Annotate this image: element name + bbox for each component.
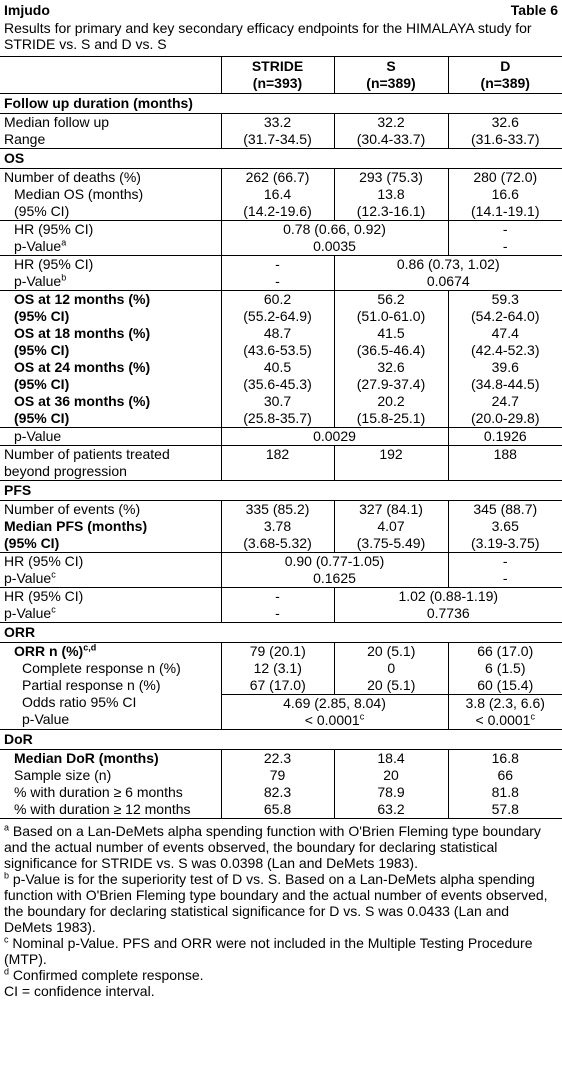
table-row: Median follow up Range 33.2 (31.7-34.5) 32.2 (30.4-33.7) 32.6 (31.6-33.7) [0, 114, 562, 149]
header-blank [0, 57, 221, 94]
section-orr: ORR [0, 623, 562, 643]
footnote-ci: CI = confidence interval. [4, 983, 155, 999]
footnote-d: $^d$ Confirmed complete response. [4, 966, 204, 983]
efficacy-table [0, 56, 562, 819]
table-row: Number of patients treated beyond progression 182 192 188 [0, 446, 562, 481]
table-row: OS at 12 months (%) (95% CI) OS at 18 months (%) (95% CI) OS at 24 months (%) (95% CI) OS at 36 months (%) (95% CI) 60.2 (55.2-64.9) 48.7 (43.6-53.5) 40.5 (35.6-45.3) 30.7 (25.8-35.7) 56.2 (51.0-61.0) 41.5 (36.5-46.4) 32.6 (27.9-37.4) 20.2 (15.8-25.1) 59.3 (54.2-64.0) 47.4 (42.4-52.3) 39.6 (34.8-44.5) 24.7 (20.0-29.8) [0, 291, 562, 428]
table-row: HR (95% CI) p-Value$^a$ 0.78 (0.66, 0.92) 0.0035 - - [0, 221, 562, 256]
section-dor: DoR [0, 730, 562, 750]
footnotes [0, 819, 562, 999]
section-follow-up: Follow up duration (months) [0, 94, 562, 114]
section-os: OS [0, 149, 562, 169]
table-row: HR (95% CI) p-Value$^c$ - - 1.02 (0.88-1.19) 0.7736 [0, 588, 562, 623]
brand-name: Imjudo [4, 2, 50, 18]
table-row: HR (95% CI) p-Value$^c$ 0.90 (0.77-1.05) 0.1625 - - [0, 553, 562, 588]
footnote-c: $^c$ Nominal p-Value. PFS and ORR were not included in the Multiple Testing Procedure (MTP). [4, 934, 533, 967]
table-row: Number of deaths (%) Median OS (months) (95% CI) 262 (66.7) 16.4 (14.2-19.6) 293 (75.3) 13.8 (12.3-16.1) 280 (72.0) 16.6 (14.1-19.1) [0, 169, 562, 221]
table-caption: Results for primary and key secondary efficacy endpoints for the HIMALAYA study for STRIDE vs. S and D vs. S [4, 20, 532, 52]
header-d: D (n=389) [448, 57, 562, 94]
doc-header [0, 0, 562, 18]
table-label: Table 6 [510, 2, 558, 18]
column-header-row [0, 57, 562, 94]
table-row: ORR n (%)$^{c,d}$ Complete response n (%) Partial response n (%) Odds ratio 95% CI p-Value 79 (20.1) 12 (3.1) 67 (17.0) 20 (5.1) 0 20 (5.1) 4.69 (2.85, 8.04) < 0.0001$^c$ 66 (17.0) 6 (1.5) 60 (15.4) 3.8 (2.3, 6.6) < 0.0001$^c$ [0, 643, 562, 730]
section-pfs: PFS [0, 481, 562, 501]
table-row: Number of events (%) Median PFS (months) (95% CI) 335 (85.2) 3.78 (3.68-5.32) 327 (84.1) 4.07 (3.75-5.49) 345 (88.7) 3.65 (3.19-3.75) [0, 501, 562, 553]
table-row: Median DoR (months) Sample size (n) % with duration ≥ 6 months % with duration ≥ 12 months 22.3 79 82.3 65.8 18.4 20 78.9 63.2 16.8 66 81.8 57.8 [0, 750, 562, 819]
header-stride: STRIDE (n=393) [221, 57, 334, 94]
footnote-a: $^a$ Based on a Lan-DeMets alpha spending function with O'Brien Fleming type boundary and the actual number of events observed, the boundary for declaring statistical significance for STRIDE vs. S was 0.0398 (Lan and DeMets 1983). [4, 822, 541, 871]
footnote-b: $^b$ p-Value is for the superiority test of D vs. S. Based on a Lan-DeMets alpha spending function with O'Brien Fleming type boundary and the actual number of events observed, the boundary for declaring statistical significance for D vs. S was 0.0433 (Lan and DeMets 1983). [4, 870, 548, 935]
table-row: p-Value 0.0029 0.1926 [0, 428, 562, 446]
header-s: S (n=389) [334, 57, 448, 94]
table-row: HR (95% CI) p-Value$^b$ - - 0.86 (0.73, 1.02) 0.0674 [0, 256, 562, 291]
